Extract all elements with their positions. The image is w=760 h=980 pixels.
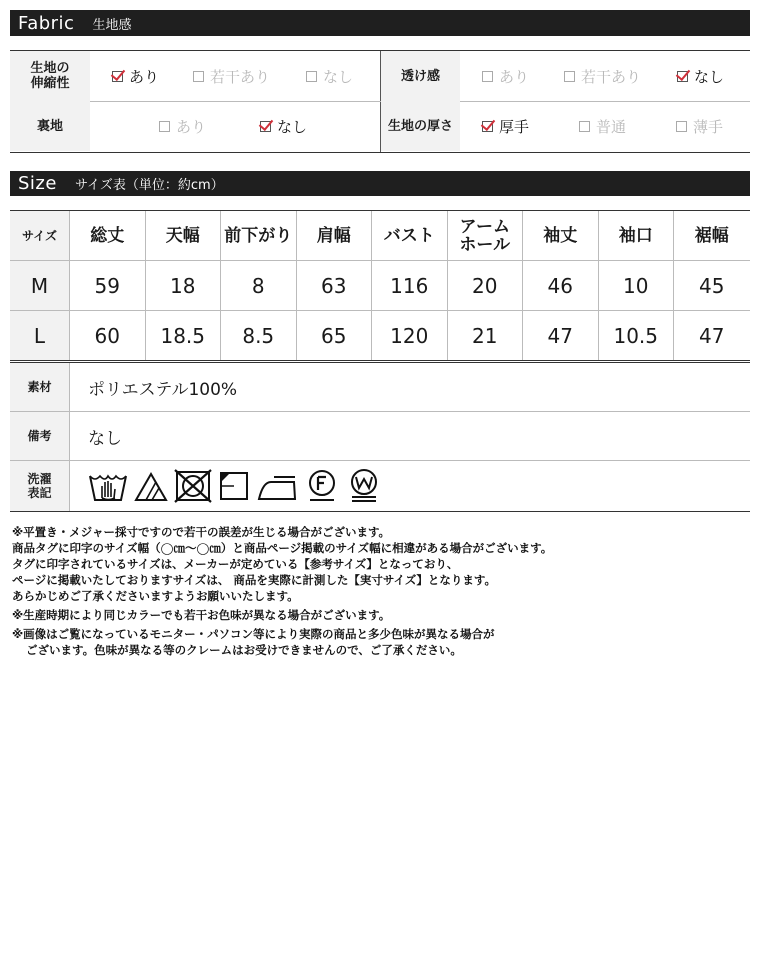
dry-clean-f-icon <box>304 468 340 504</box>
sheer-option-slight[interactable]: 若干あり <box>564 51 641 101</box>
size-header-cell: 総丈 <box>70 211 146 260</box>
stretch-option-yes[interactable]: あり <box>112 51 159 101</box>
size-cell: 10 <box>599 261 675 310</box>
checkbox-checked-icon <box>260 121 271 132</box>
drip-dry-shade-icon <box>218 468 250 504</box>
note-line: ※生産時期により同じカラーでも若干お色味が異なる場合がございます。 <box>12 608 391 622</box>
fabric-table <box>10 50 750 153</box>
checkbox-icon <box>564 71 575 82</box>
lining-option-yes[interactable]: あり <box>159 101 206 151</box>
no-tumble-dry-icon <box>174 468 212 504</box>
care-row <box>10 461 750 511</box>
checkbox-checked-icon <box>482 121 493 132</box>
size-cell: 46 <box>523 261 599 310</box>
size-cell: L <box>10 311 70 360</box>
care-icons <box>70 461 382 511</box>
info-table <box>10 362 750 512</box>
size-cell: 60 <box>70 311 146 360</box>
size-header-cell: 天幅 <box>146 211 222 260</box>
lining-label: 裏地 <box>10 101 90 151</box>
size-cell: 18 <box>146 261 222 310</box>
bleach-non-chlorine-icon <box>134 468 168 504</box>
stretch-option-slight[interactable]: 若干あり <box>193 51 270 101</box>
material-label: 素材 <box>10 363 70 411</box>
size-cell: 18.5 <box>146 311 222 360</box>
fabric-title-en: Fabric <box>18 12 75 34</box>
size-header-cell: アーム ホール <box>448 211 524 260</box>
fabric-row-2 <box>10 101 750 151</box>
checkbox-icon <box>579 121 590 132</box>
size-cell: 65 <box>297 311 373 360</box>
size-header-cell: バスト <box>372 211 448 260</box>
size-title-en: Size <box>18 173 57 194</box>
stretch-option-no[interactable]: なし <box>306 51 353 101</box>
checkbox-icon <box>676 121 687 132</box>
size-cell: 47 <box>699 323 725 348</box>
size-cell: 20 <box>448 261 524 310</box>
size-header-cell: 前下がり <box>221 211 297 260</box>
fabric-section-header <box>10 10 750 36</box>
thickness-option-thin[interactable]: 薄手 <box>676 101 723 151</box>
checkbox-checked-icon <box>677 71 688 82</box>
hand-wash-icon <box>88 468 128 504</box>
material-value: ポリエステル100% <box>88 379 238 400</box>
size-header-row <box>10 211 750 261</box>
fabric-title-jp: 生地感 <box>92 17 132 33</box>
note-line: ※平置き・メジャー採寸ですので若干の誤差が生じる場合がございます。 <box>12 525 391 539</box>
size-header-cell: サイズ <box>10 211 70 260</box>
size-header-cell: 袖丈 <box>523 211 599 260</box>
size-row-m <box>10 261 750 311</box>
size-header-cell: 袖口 <box>599 211 675 260</box>
size-cell: 120 <box>372 311 448 360</box>
thickness-option-thick[interactable]: 厚手 <box>482 101 529 151</box>
size-cell: 116 <box>372 261 448 310</box>
checkbox-icon <box>306 71 317 82</box>
checkbox-icon <box>482 71 493 82</box>
checkbox-checked-icon <box>112 71 123 82</box>
size-cell: 63 <box>297 261 373 310</box>
size-header-cell: 肩幅 <box>297 211 373 260</box>
size-cell: 21 <box>448 311 524 360</box>
size-cell: M <box>10 261 70 310</box>
lining-option-no[interactable]: なし <box>260 101 307 151</box>
remarks-label: 備考 <box>10 412 70 460</box>
thickness-option-normal[interactable]: 普通 <box>579 101 626 151</box>
fabric-row-1 <box>10 51 750 102</box>
note-line: ページに掲載いたしておりますサイズは、 商品を実際に計測した【実寸サイズ】となります。 <box>12 573 497 587</box>
wet-clean-w-icon <box>346 468 382 504</box>
care-label: 洗濯表記 <box>10 461 70 511</box>
size-cell: 8.5 <box>221 311 297 360</box>
size-cell: 45 <box>699 273 725 298</box>
size-header-cell: 裾幅 <box>694 225 729 246</box>
note-line: あらかじめご了承くださいますようお願いいたします。 <box>12 589 299 603</box>
note-line: ございます。色味が異なる等のクレームはお受けできませんので、ご了承ください。 <box>26 643 462 657</box>
note-line: 商品タグに印字のサイズ幅（◯㎝〜◯㎝）と商品ページ掲載のサイズ幅に相違がある場合がございます。 <box>12 541 553 555</box>
stretch-label: 生地の伸縮性 <box>10 51 90 101</box>
notes <box>12 524 748 658</box>
sheer-option-no[interactable]: なし <box>677 51 724 101</box>
remarks-value: なし <box>88 428 122 449</box>
note-line: タグに印字されているサイズは、メーカーが定めている【参考サイズ】となっており、 <box>12 557 459 571</box>
size-table <box>10 210 750 361</box>
size-row-l <box>10 311 750 361</box>
sheer-option-yes[interactable]: あり <box>482 51 529 101</box>
size-cell: 47 <box>523 311 599 360</box>
sheer-label: 透け感 <box>381 51 460 101</box>
remarks-row <box>10 412 750 461</box>
thickness-label: 生地の厚さ <box>381 101 460 151</box>
size-cell: 8 <box>221 261 297 310</box>
iron-low-icon <box>256 468 298 504</box>
material-row <box>10 363 750 412</box>
size-title-jp: サイズ表（単位：約cm） <box>74 178 224 193</box>
checkbox-icon <box>193 71 204 82</box>
size-cell: 10.5 <box>599 311 675 360</box>
note-line: ※画像はご覧になっているモニター・パソコン等により実際の商品と多少色味が異なる場合が <box>12 627 495 641</box>
size-section-header <box>10 171 750 196</box>
checkbox-icon <box>159 121 170 132</box>
size-cell: 59 <box>70 261 146 310</box>
